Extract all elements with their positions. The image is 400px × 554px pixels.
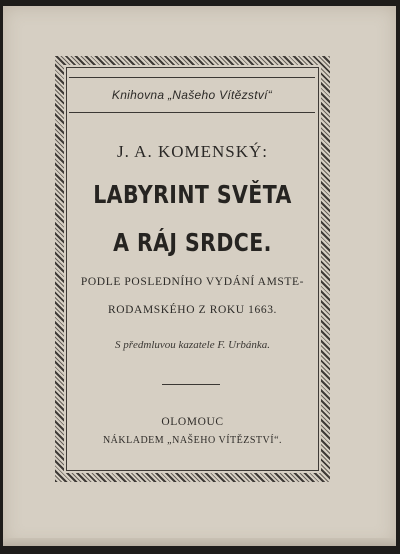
publication-city: OLOMOUC xyxy=(161,416,224,428)
edition-note-line-2: RODAMSKÉHO Z ROKU 1663. xyxy=(107,304,278,316)
author-name: J. A. KOMENSKÝ: xyxy=(116,142,269,161)
publisher-line: NÁKLADEM „NAŠEHO VÍTĚZSTVÍ“. xyxy=(102,435,283,446)
series-banner xyxy=(69,77,315,113)
preface-note: S předmluvou kazatele F. Urbánka. xyxy=(115,339,270,351)
book-title-line-2: A RÁJ SRDCE. xyxy=(113,228,272,257)
inner-frame-line xyxy=(66,67,319,471)
cover-edge xyxy=(3,538,396,546)
divider-rule xyxy=(162,384,220,385)
book-title-line-1: LABYRINT SVĚTA xyxy=(93,180,292,209)
series-label: Knihovna „Našeho Vítězství“ xyxy=(111,88,273,102)
edition-note-line-1: PODLE POSLEDNÍHO VYDÁNÍ AMSTE- xyxy=(80,276,305,288)
